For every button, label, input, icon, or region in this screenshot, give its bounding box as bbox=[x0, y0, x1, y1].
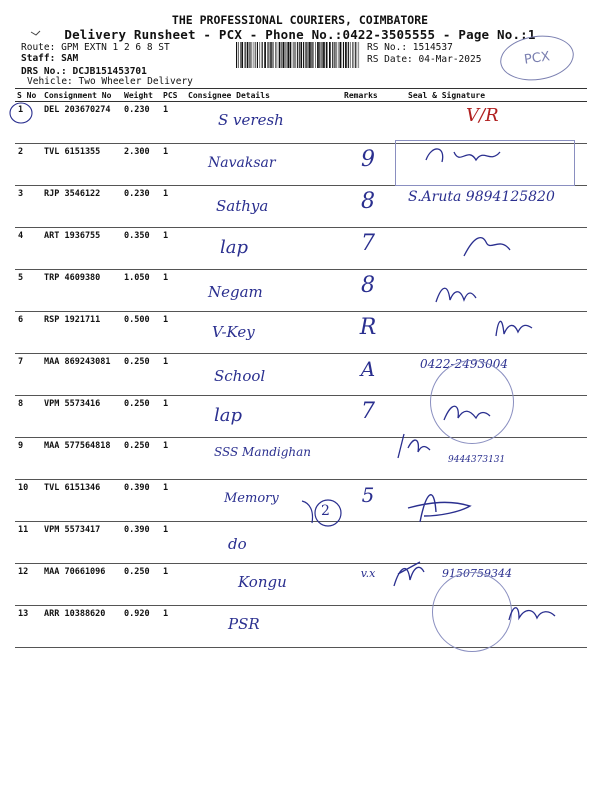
route-label: Route: bbox=[21, 42, 56, 53]
barcode-bar bbox=[254, 42, 255, 68]
cell-remarks bbox=[342, 564, 394, 606]
barcode-bar bbox=[238, 42, 239, 68]
cell-consignee bbox=[186, 144, 342, 186]
cell-weight: 0.250 bbox=[122, 564, 161, 606]
barcode-bar bbox=[301, 42, 302, 68]
cell-weight: 0.250 bbox=[122, 354, 161, 396]
signature-handwriting: S.Aruta 9894125820 bbox=[408, 189, 555, 205]
barcode-bar bbox=[334, 42, 335, 68]
table-header-row bbox=[15, 89, 587, 102]
consignee-handwriting: Memory bbox=[224, 491, 279, 506]
cell-consignee bbox=[186, 606, 342, 648]
row9-signature bbox=[390, 428, 440, 464]
row6-signature bbox=[490, 310, 550, 340]
cell-signature bbox=[394, 186, 587, 228]
cell-weight: 0.390 bbox=[122, 480, 161, 522]
barcode-bar bbox=[345, 42, 347, 68]
barcode-bar bbox=[236, 42, 237, 68]
barcode-bar bbox=[257, 42, 258, 68]
route-value: GPM EXTN 1 2 6 8 ST bbox=[61, 42, 170, 53]
remark-handwriting: 7 bbox=[361, 399, 375, 424]
consignee-handwriting: do bbox=[228, 535, 247, 553]
cell-consignment: MAA 70661096 bbox=[42, 564, 122, 606]
cell-consignee bbox=[186, 312, 342, 354]
cell-consignee bbox=[186, 102, 342, 144]
cell-weight: 1.050 bbox=[122, 270, 161, 312]
row8-signature bbox=[440, 396, 500, 426]
consignee-handwriting: lap bbox=[214, 405, 243, 426]
row5-signature bbox=[432, 278, 492, 308]
remark-handwriting: 7 bbox=[361, 231, 375, 256]
cell-consignment: DEL 203670274 bbox=[42, 102, 122, 144]
consignee-handwriting: V-Key bbox=[212, 323, 255, 341]
rs-date-line bbox=[367, 54, 481, 66]
barcode-bar bbox=[283, 42, 285, 68]
cell-pcs: 1 bbox=[161, 522, 186, 564]
cell-pcs: 1 bbox=[161, 312, 186, 354]
signature-handwriting: 9444373131 bbox=[448, 455, 506, 465]
cell-remarks bbox=[342, 606, 394, 648]
cell-sno: 2 bbox=[15, 144, 42, 186]
cell-sno: 4 bbox=[15, 228, 42, 270]
consignee-handwriting: School bbox=[214, 367, 266, 385]
col-header-signature: Seal & Signature bbox=[394, 89, 587, 102]
consignee-handwriting: SSS Mandighan bbox=[214, 445, 312, 459]
barcode-bar bbox=[337, 42, 338, 68]
barcode-bar bbox=[305, 42, 306, 68]
barcode-bar bbox=[281, 42, 282, 68]
cell-pcs: 1 bbox=[161, 564, 186, 606]
cell-consignment: RJP 3546122 bbox=[42, 186, 122, 228]
cell-consignment: TVL 6151346 bbox=[42, 480, 122, 522]
cell-weight: 0.250 bbox=[122, 438, 161, 480]
cell-sno: 3 bbox=[15, 186, 42, 228]
cell-consignment: VPM 5573416 bbox=[42, 396, 122, 438]
cell-consignee bbox=[186, 438, 342, 480]
table-row bbox=[15, 438, 587, 480]
cell-weight: 0.230 bbox=[122, 186, 161, 228]
barcode-bar bbox=[348, 42, 349, 68]
barcode-bar bbox=[340, 42, 342, 68]
staff-value: SAM bbox=[61, 53, 79, 64]
barcode-bar bbox=[350, 42, 351, 68]
barcode-bar bbox=[315, 42, 316, 68]
consignee-handwriting: lap bbox=[220, 237, 249, 258]
col-header-consignee: Consignee Details bbox=[186, 89, 342, 102]
barcode-bar bbox=[267, 42, 268, 68]
barcode-bar bbox=[309, 42, 311, 68]
cell-pcs: 1 bbox=[161, 480, 186, 522]
barcode-bar bbox=[249, 42, 250, 68]
cell-pcs: 1 bbox=[161, 438, 186, 480]
cell-pcs: 1 bbox=[161, 606, 186, 648]
barcode-bar bbox=[339, 42, 340, 68]
barcode-bar bbox=[260, 42, 261, 68]
cell-remarks bbox=[342, 270, 394, 312]
corner-mark bbox=[30, 30, 42, 38]
table-row bbox=[15, 102, 587, 144]
barcode-bar bbox=[286, 42, 287, 68]
cell-consignee bbox=[186, 186, 342, 228]
barcode-bar bbox=[255, 42, 256, 68]
barcode-bar bbox=[271, 42, 272, 68]
remark-handwriting: A bbox=[360, 357, 376, 381]
cell-remarks bbox=[342, 480, 394, 522]
table-row bbox=[15, 186, 587, 228]
barcode-bar bbox=[311, 42, 312, 68]
vehicle-label: Vehicle: bbox=[27, 76, 73, 87]
barcode-bar bbox=[312, 42, 313, 68]
cell-sno: 11 bbox=[15, 522, 42, 564]
barcode-bar bbox=[247, 42, 249, 68]
col-header-pcs: PCS bbox=[161, 89, 186, 102]
cell-sno: 6 bbox=[15, 312, 42, 354]
barcode-bar bbox=[319, 42, 320, 68]
barcode-bar bbox=[275, 42, 276, 68]
barcode-bar bbox=[245, 42, 246, 68]
cell-weight: 0.500 bbox=[122, 312, 161, 354]
cell-remarks bbox=[342, 144, 394, 186]
remark-handwriting: 9 bbox=[361, 147, 375, 172]
rs-date-value: 04-Mar-2025 bbox=[418, 54, 482, 65]
barcode-bar bbox=[321, 42, 322, 68]
cell-sno: 5 bbox=[15, 270, 42, 312]
barcode-bar bbox=[294, 42, 295, 68]
cell-consignee bbox=[186, 396, 342, 438]
consignee-handwriting: Kongu bbox=[238, 573, 287, 591]
row4-signature bbox=[460, 230, 530, 260]
cell-pcs: 1 bbox=[161, 228, 186, 270]
cell-consignment: VPM 5573417 bbox=[42, 522, 122, 564]
cell-pcs: 1 bbox=[161, 354, 186, 396]
cell-remarks bbox=[342, 228, 394, 270]
barcode-bar bbox=[317, 42, 319, 68]
signature-handwriting: 0422-2493004 bbox=[420, 357, 509, 371]
cell-remarks bbox=[342, 522, 394, 564]
barcode-bar bbox=[332, 42, 333, 68]
barcode-bar bbox=[277, 42, 278, 68]
cell-remarks bbox=[342, 312, 394, 354]
row13-signature bbox=[505, 596, 565, 626]
barcode-bar bbox=[306, 42, 307, 68]
cell-consignment: MAA 577564818 bbox=[42, 438, 122, 480]
vehicle-value: Two Wheeler Delivery bbox=[78, 76, 193, 87]
barcode-bar bbox=[240, 42, 241, 68]
barcode-bar bbox=[270, 42, 271, 68]
barcode-bar bbox=[299, 42, 300, 68]
cell-pcs: 1 bbox=[161, 186, 186, 228]
cell-sno: 10 bbox=[15, 480, 42, 522]
row1-circle-mark bbox=[8, 100, 34, 126]
remark-handwriting: v.x bbox=[360, 567, 376, 580]
remark-handwriting: 8 bbox=[361, 189, 375, 214]
remark-handwriting: 5 bbox=[361, 483, 375, 507]
cell-consignee bbox=[186, 270, 342, 312]
cell-consignee bbox=[186, 228, 342, 270]
barcode-bar bbox=[329, 42, 331, 68]
col-header-sno: S No bbox=[15, 89, 42, 102]
memory-circle-number: 2 bbox=[321, 503, 330, 519]
cell-consignment: ART 1936755 bbox=[42, 228, 122, 270]
consignee-handwriting: PSR bbox=[228, 615, 260, 633]
cell-remarks bbox=[342, 438, 394, 480]
table-row bbox=[15, 270, 587, 312]
rs-date-label: RS Date: bbox=[367, 54, 413, 65]
col-header-weight: Weight bbox=[122, 89, 161, 102]
row12-signature bbox=[390, 556, 434, 592]
barcode-bar bbox=[293, 42, 294, 68]
barcode-bar bbox=[279, 42, 281, 68]
barcode-bar bbox=[252, 42, 253, 68]
cell-consignee bbox=[186, 564, 342, 606]
vehicle-line bbox=[27, 76, 193, 88]
remark-handwriting: 8 bbox=[361, 273, 375, 298]
barcode-bar bbox=[290, 42, 292, 68]
cell-consignment: RSP 1921711 bbox=[42, 312, 122, 354]
cell-consignment: ARR 10388620 bbox=[42, 606, 122, 648]
barcode-bar bbox=[241, 42, 243, 68]
cell-pcs: 1 bbox=[161, 102, 186, 144]
remark-handwriting: R bbox=[359, 315, 377, 340]
rs-no-label: RS No.: bbox=[367, 42, 408, 53]
row10-signature bbox=[400, 482, 490, 524]
row2-signature bbox=[420, 140, 520, 170]
barcode-bar bbox=[273, 42, 274, 68]
barcode-bar bbox=[354, 42, 355, 68]
barcode-bar bbox=[323, 42, 325, 68]
barcode-bar bbox=[303, 42, 304, 68]
col-header-remarks: Remarks bbox=[342, 89, 394, 102]
row12-round-seal bbox=[432, 572, 512, 652]
barcode-image bbox=[236, 42, 360, 68]
consignee-handwriting: Sathya bbox=[216, 197, 269, 215]
barcode-bar bbox=[264, 42, 266, 68]
cell-sno: 12 bbox=[15, 564, 42, 606]
cell-sno: 13 bbox=[15, 606, 42, 648]
barcode-bar bbox=[343, 42, 344, 68]
barcode-bar bbox=[355, 42, 356, 68]
consignee-handwriting: Navaksar bbox=[208, 155, 276, 171]
barcode-bar bbox=[297, 42, 298, 68]
cell-consignee bbox=[186, 354, 342, 396]
col-header-consignment: Consignment No bbox=[42, 89, 122, 102]
cell-weight: 2.300 bbox=[122, 144, 161, 186]
cell-consignment: TRP 4609380 bbox=[42, 270, 122, 312]
cell-weight: 0.920 bbox=[122, 606, 161, 648]
barcode-bar bbox=[285, 42, 286, 68]
signature-handwriting: 9150759344 bbox=[442, 567, 512, 580]
cell-sno: 8 bbox=[15, 396, 42, 438]
barcode-bar bbox=[326, 42, 328, 68]
cell-weight: 0.230 bbox=[122, 102, 161, 144]
barcode-bar bbox=[308, 42, 309, 68]
barcode-bar bbox=[262, 42, 263, 68]
rs-no-line bbox=[367, 42, 453, 54]
barcode-bar bbox=[287, 42, 289, 68]
barcode-bar bbox=[358, 42, 359, 68]
cell-weight: 0.390 bbox=[122, 522, 161, 564]
drs-label: DRS No.: bbox=[21, 66, 67, 77]
cell-sno: 1 bbox=[15, 102, 42, 144]
staff-line bbox=[21, 53, 78, 65]
cell-remarks bbox=[342, 354, 394, 396]
cell-sno: 7 bbox=[15, 354, 42, 396]
page-subtitle: Delivery Runsheet - PCX - Phone No.:0422-3505555 - Page No.:1 bbox=[64, 27, 536, 42]
cell-remarks bbox=[342, 396, 394, 438]
cell-signature bbox=[394, 102, 587, 144]
cell-pcs: 1 bbox=[161, 270, 186, 312]
cell-sno: 9 bbox=[15, 438, 42, 480]
cell-remarks bbox=[342, 186, 394, 228]
cell-weight: 0.350 bbox=[122, 228, 161, 270]
consignee-handwriting: S veresh bbox=[218, 111, 284, 129]
staff-label: Staff: bbox=[21, 53, 56, 64]
cell-consignment: MAA 869243081 bbox=[42, 354, 122, 396]
rs-no-value: 1514537 bbox=[412, 42, 453, 53]
consignee-handwriting: Negam bbox=[208, 283, 263, 301]
cell-consignment: TVL 6151355 bbox=[42, 144, 122, 186]
cell-weight: 0.250 bbox=[122, 396, 161, 438]
signature-handwriting: V/R bbox=[466, 105, 499, 126]
cell-remarks bbox=[342, 102, 394, 144]
page-title: THE PROFESSIONAL COURIERS, COIMBATORE bbox=[171, 13, 429, 27]
cell-pcs: 1 bbox=[161, 144, 186, 186]
barcode-bar bbox=[296, 42, 297, 68]
barcode-bar bbox=[352, 42, 353, 68]
cell-pcs: 1 bbox=[161, 396, 186, 438]
pcx-stamp-text: PCX bbox=[523, 48, 551, 68]
drs-value: DCJB151453701 bbox=[72, 66, 147, 77]
